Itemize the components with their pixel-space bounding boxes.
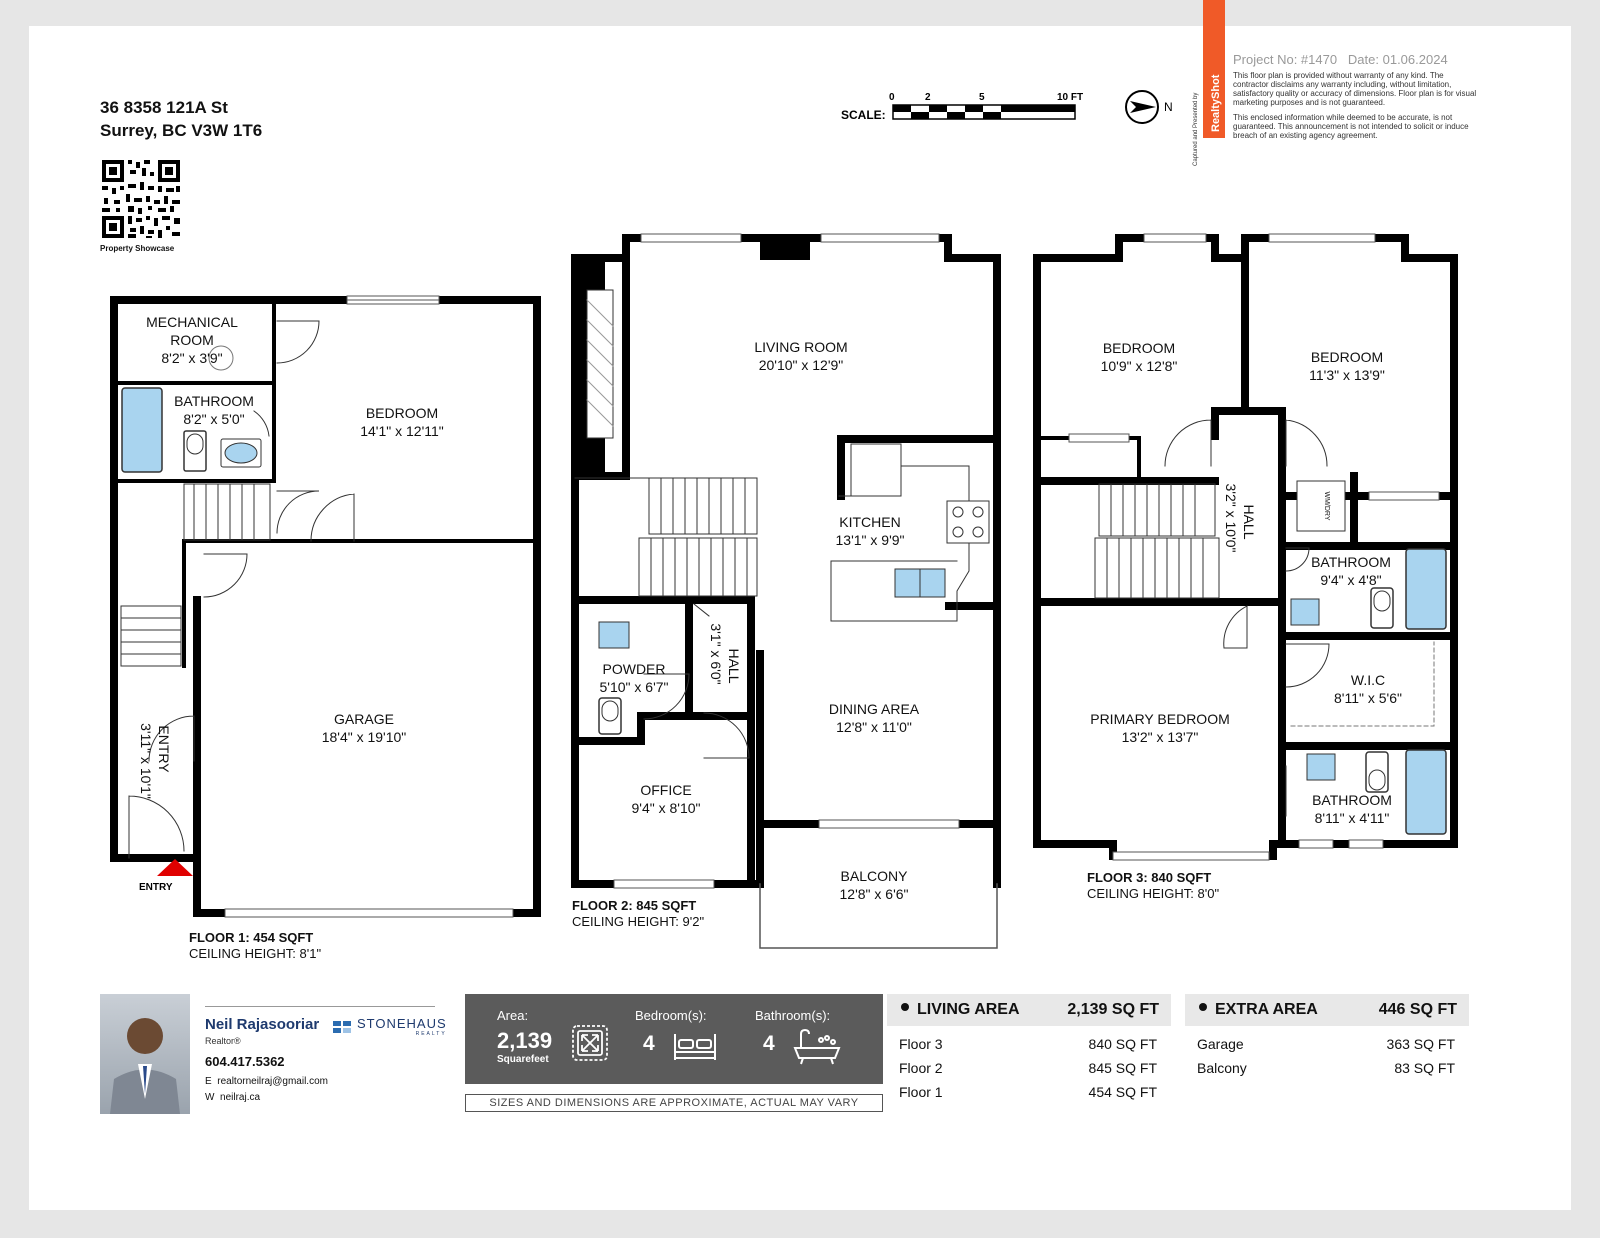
- room-bathroom2-name: BATHROOM: [1312, 792, 1392, 808]
- bullet-icon: [901, 1003, 909, 1011]
- room-powder-name: POWDER: [602, 661, 666, 677]
- room-bedroom-name: BEDROOM: [365, 405, 439, 421]
- brokerage-logo: [333, 1016, 447, 1037]
- address-line-2: Surrey, BC V3W 1T6: [100, 121, 263, 140]
- bedrooms-label: Bedroom(s):: [635, 1008, 707, 1023]
- scale-tick-5: 5: [979, 92, 985, 103]
- table-row: Floor 3 840 SQ FT: [899, 1036, 1157, 1052]
- scale-label: SCALE:: [841, 108, 886, 122]
- stonehaus-logo-icon: [333, 1019, 353, 1035]
- svg-text:RealtyShot: RealtyShot: [1210, 74, 1222, 132]
- scale-tick-0: 0: [889, 92, 895, 103]
- room-garage-name: GARAGE: [334, 711, 394, 727]
- agent-photo-avatar: [100, 994, 190, 1114]
- floor-3-labels: [1087, 340, 1402, 901]
- room-bedroom1-dim: 10'9" x 12'8": [1100, 358, 1178, 374]
- room-entry-name: ENTRY: [156, 725, 172, 773]
- agent-email[interactable]: realtorneilraj@gmail.com: [217, 1076, 328, 1087]
- floor-plan-sheet: [29, 26, 1571, 1210]
- area-expand-icon: [571, 1024, 609, 1062]
- disclaimer-2: This enclosed information while deemed to be accurate, is not guaranteed. This announcement is not intended to solicit or induce breach of an existing agency agreement.: [1233, 113, 1469, 140]
- floor-1-ceiling: CEILING HEIGHT: 8'1": [189, 946, 322, 961]
- room-wic-dim: 8'11" x 5'6": [1334, 690, 1402, 706]
- table-row: Balcony 83 SQ FT: [1197, 1060, 1455, 1076]
- agent-website[interactable]: neilraj.ca: [220, 1092, 261, 1103]
- living-area-label: LIVING AREA: [917, 1001, 1020, 1018]
- room-living-name: LIVING ROOM: [754, 339, 848, 355]
- floor-plan-drawing: [29, 26, 1571, 966]
- room-mechanical-name2: ROOM: [170, 332, 214, 348]
- project-date: Date: 01.06.2024: [1347, 52, 1448, 67]
- living-area-total: 2,139 SQ FT: [1067, 1001, 1159, 1018]
- living-area-header: [887, 994, 1171, 1026]
- bed-icon: [671, 1030, 719, 1066]
- floor-2-title: FLOOR 2: 845 SQFT: [572, 898, 697, 913]
- table-row: Garage 363 SQ FT: [1197, 1036, 1455, 1052]
- floor-1-title: FLOOR 1: 454 SQFT: [189, 930, 314, 945]
- room-bathroom-name: BATHROOM: [174, 393, 254, 409]
- room-primary-name: PRIMARY BEDROOM: [1090, 711, 1230, 727]
- summary-box: [465, 994, 883, 1084]
- project-number: Project No: #1470: [1233, 52, 1338, 67]
- agent-title: Realtor®: [205, 1036, 241, 1046]
- agent-divider: [205, 1006, 435, 1007]
- agent-name: Neil Rajasooriar: [205, 1016, 320, 1033]
- floor-3-plan: [1037, 234, 1454, 860]
- web-label: W: [205, 1092, 215, 1103]
- table-row: Floor 1 454 SQ FT: [899, 1084, 1157, 1100]
- floor-1-plan: [114, 296, 537, 917]
- room-mechanical-dim: 8'2" x 3'9": [161, 350, 223, 366]
- extra-area-total: 446 SQ FT: [1378, 1001, 1457, 1018]
- room-bedroom1-name: BEDROOM: [1102, 340, 1176, 356]
- room-living-dim: 20'10" x 12'9": [758, 357, 844, 373]
- floor-3-title: FLOOR 3: 840 SQFT: [1087, 870, 1212, 885]
- room-dining-name: DINING AREA: [828, 701, 920, 717]
- room-wic-name: W.I.C: [1350, 672, 1386, 688]
- room-bedroom2-name: BEDROOM: [1310, 349, 1384, 365]
- room-primary-dim: 13'2" x 13'7": [1121, 729, 1199, 745]
- room-bedroom2-dim: 11'3" x 13'9": [1309, 367, 1385, 383]
- room-kitchen-dim: 13'1" x 9'9": [835, 532, 905, 548]
- floor-3-ceiling: CEILING HEIGHT: 8'0": [1087, 886, 1220, 901]
- room-hall3-name: HALL: [1241, 504, 1257, 540]
- extra-area-header: [1185, 994, 1469, 1026]
- room-balcony-name: BALCONY: [840, 868, 908, 884]
- room-powder-dim: 5'10" x 6'7": [599, 679, 669, 695]
- room-dining-dim: 12'8" x 11'0": [836, 719, 912, 735]
- living-area-rows: [887, 1032, 1171, 1104]
- brokerage-sub: REALTY: [415, 1031, 447, 1037]
- agent-phone[interactable]: 604.417.5362: [205, 1054, 285, 1069]
- room-hall-name: HALL: [726, 648, 742, 684]
- floor-2-ceiling: CEILING HEIGHT: 9'2": [572, 914, 705, 929]
- bedrooms-value: 4: [643, 1032, 655, 1055]
- scale-tick-2: 2: [925, 92, 931, 103]
- room-kitchen-name: KITCHEN: [839, 514, 901, 530]
- disclaimer-1: This floor plan is provided without warranty of any kind. The contractor disclaims any warranty including, without limitation, satisfactory quality or accuracy of dimensions. Floor plan is for visual marketing purposes and is not guaranteed.: [1233, 71, 1477, 107]
- bullet-icon: [1199, 1003, 1207, 1011]
- area-value: 2,139: [497, 1028, 553, 1053]
- room-bedroom-dim: 14'1" x 12'11": [360, 423, 444, 439]
- room-entry-dim: 3'11" x 10'1": [138, 723, 154, 799]
- room-office-dim: 9'4" x 8'10": [631, 800, 701, 816]
- area-unit: Squarefeet: [497, 1054, 549, 1065]
- room-bathroom1-name: BATHROOM: [1311, 554, 1391, 570]
- svg-text:Captured and Presented by: Captured and Presented by: [1193, 92, 1199, 166]
- room-mechanical-name1: MECHANICAL: [146, 314, 238, 330]
- address-line-1: 36 8358 121A St: [100, 98, 228, 117]
- extra-area-label: EXTRA AREA: [1215, 1001, 1318, 1018]
- bathrooms-label: Bathroom(s):: [755, 1008, 831, 1023]
- scale-tick-10: 10 FT: [1057, 92, 1084, 103]
- room-balcony-dim: 12'8" x 6'6": [839, 886, 909, 902]
- room-office-name: OFFICE: [640, 782, 692, 798]
- approximate-note: SIZES AND DIMENSIONS ARE APPROXIMATE, ACTUAL MAY VARY: [465, 1094, 883, 1112]
- brokerage-name: STONEHAUS: [357, 1016, 447, 1031]
- qr-caption: Property Showcase: [100, 244, 175, 253]
- room-garage-dim: 18'4" x 19'10": [321, 729, 407, 745]
- room-bathroom2-dim: 8'11" x 4'11": [1314, 810, 1390, 826]
- room-bathroom-dim: 8'2" x 5'0": [183, 411, 245, 427]
- room-hall3-dim: 3'2" x 10'0": [1223, 483, 1239, 553]
- area-label: Area:: [497, 1008, 529, 1023]
- agent-web-row: [205, 1092, 260, 1103]
- north-label: N: [1164, 100, 1173, 114]
- bathtub-icon: [791, 1028, 843, 1066]
- entry-marker-label: ENTRY: [139, 882, 173, 893]
- extra-area-rows: [1185, 1032, 1469, 1080]
- washer-dryer-label: WM/DRY: [1323, 491, 1330, 521]
- table-row: Floor 2 845 SQ FT: [899, 1060, 1157, 1076]
- room-hall-dim: 3'1" x 6'0": [708, 623, 724, 685]
- agent-email-row: [205, 1076, 328, 1087]
- email-label: E: [205, 1076, 212, 1087]
- bathrooms-value: 4: [763, 1032, 775, 1055]
- room-bathroom1-dim: 9'4" x 4'8": [1320, 572, 1382, 588]
